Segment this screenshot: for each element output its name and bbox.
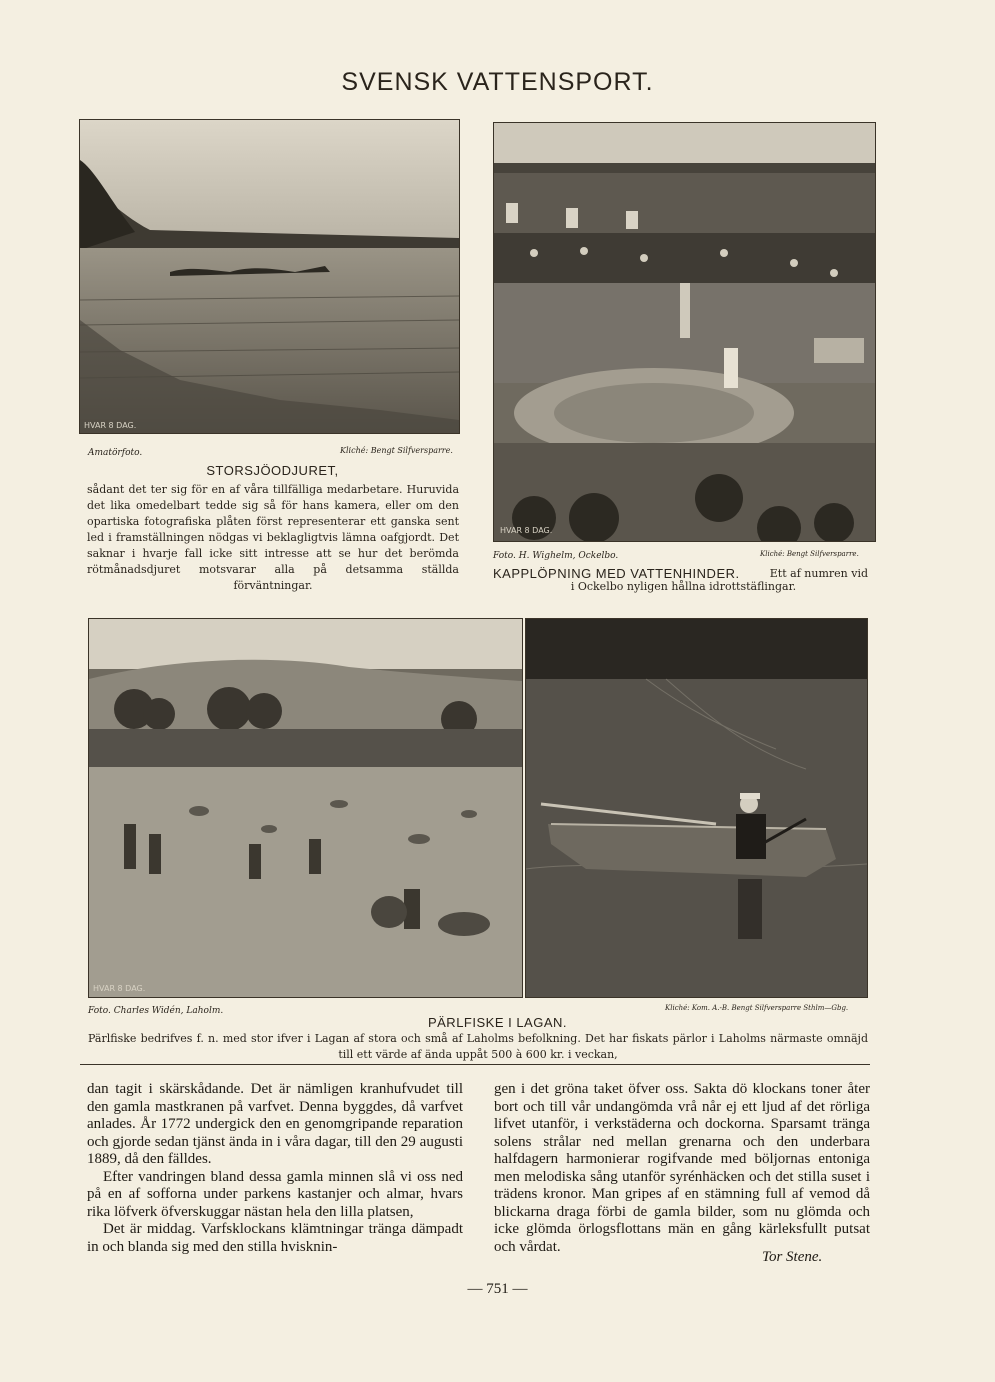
photo-kapplopning-image — [494, 123, 875, 541]
photo-parlfiske-boat — [525, 618, 868, 998]
photo-parlfiske-river — [88, 618, 523, 998]
article-right-paragraph-1: gen i det gröna taket öfver oss. Sakta dö klockans toner åter bort och till vår undangömda vrå når ej ett ljud af det rörliga lifvet utanför, i verkstäderna och dockorna. Sparsamt tränga solens strålar ned mellan grenarna och den underbara halfdagern harmonierar rogifvande med böljornas entoniga men melodiska sång utanför syrénhäcken och det stilla suset i trädens kronor. Man gripes af en stämning full af vemod då blickarna draga förbi de gamla bilder, som nu glömda och icke glömda örlogsflottans män en gång kärleksfullt putsat och vårdat. — [494, 1081, 870, 1255]
author-signature: Tor Stene. — [762, 1249, 823, 1265]
photo1-credit-cliche: Kliché: Bengt Silfversparre. — [340, 446, 453, 455]
photo3-credit-photographer: Foto. Charles Widén, Laholm. — [88, 1006, 224, 1016]
photo2-watermark: HVAR 8 DAG. — [500, 526, 553, 535]
photo2-credit-cliche: Kliché: Bengt Silfversparre. — [760, 550, 859, 558]
photo1-caption-title: STORSJÖODJURET, — [206, 463, 339, 478]
photo-storsjoodjuret-image — [80, 120, 459, 433]
page-title: SVENSK VATTENSPORT. — [341, 68, 654, 96]
article-left-paragraph-2: Efter vandringen bland dessa gamla minnen slå vi oss ned på en af sofforna under parkens kastanjer och almar, hvars rika löfverk öfverskuggar nästan hela den lilla platsen, — [87, 1168, 463, 1220]
article-right-column — [494, 1081, 870, 1256]
article-left-paragraph-3: Det är middag. Varfsklockans klämtningar tränga dämpadt in och blanda sig med den stilla hvisknin- — [87, 1221, 463, 1255]
photo-parlfiske-river-image — [89, 619, 522, 997]
photo3-caption-text: Pärlfiske bedrifves f. n. med stor ifver i Lagan af stora och små af Laholms befolkning. Det har fiskats pärlor i Laholms närmaste omnäjd till ett värde af ända uppåt 500 à 600 kr. i veckan, — [88, 1032, 868, 1061]
photo2-caption-text: i Ockelbo nyligen hållna idrottstäflingar. — [570, 580, 797, 593]
photo3-caption-title: PÄRLFISKE I LAGAN. — [427, 1015, 568, 1030]
photo3-credit-cliche: Kliché: Kom. A.-B. Bengt Silfversparre Sthlm—Gbg. — [665, 1004, 849, 1012]
photo1-credit-photographer: Amatörfoto. — [88, 448, 143, 458]
article-left-column — [87, 1081, 463, 1256]
photo-kapplopning — [493, 122, 876, 542]
photo-parlfiske-boat-image — [526, 619, 867, 997]
photo2-credit-photographer: Foto. H. Wighelm, Ockelbo. — [493, 551, 619, 561]
photo2-caption-lead: Ett af numren vid — [769, 567, 868, 580]
photo1-caption-text: sådant det ter sig för en af våra tillfälliga medarbetare. Huruvida det lika omedelbart tedde sig så för hans kamera, eller om den opartiska fotografiska plåten först representerar ett ganska sent led i framställningen nödgas vi beklagligtvis lämna oafgjordt. Det saknar i hvarje fall icke sitt intresse att se hur det berömda rötmånadsdjuret motsvarar alla på detsamma ställda förväntningar. — [87, 483, 459, 592]
caption-divider — [80, 1064, 870, 1065]
photo3-watermark: HVAR 8 DAG. — [93, 984, 146, 993]
article-left-paragraph-1: dan tagit i skärskådande. Det är nämligen kranhufvudet till den gamla mastkranen på varfvet. Denna byggdes, då varfvet anlades. År 1772 undergick den en genomgripande reparation och gjorde sedan tjänst ända in i våra dagar, till den 29 augusti 1889, då den fälldes. — [87, 1081, 463, 1167]
photo1-watermark: HVAR 8 DAG. — [84, 421, 137, 430]
page-number: — 751 — — [467, 1281, 528, 1297]
photo-storsjoodjuret — [79, 119, 460, 434]
photo2-caption-title: KAPPLÖPNING MED VATTENHINDER. — [493, 566, 740, 581]
